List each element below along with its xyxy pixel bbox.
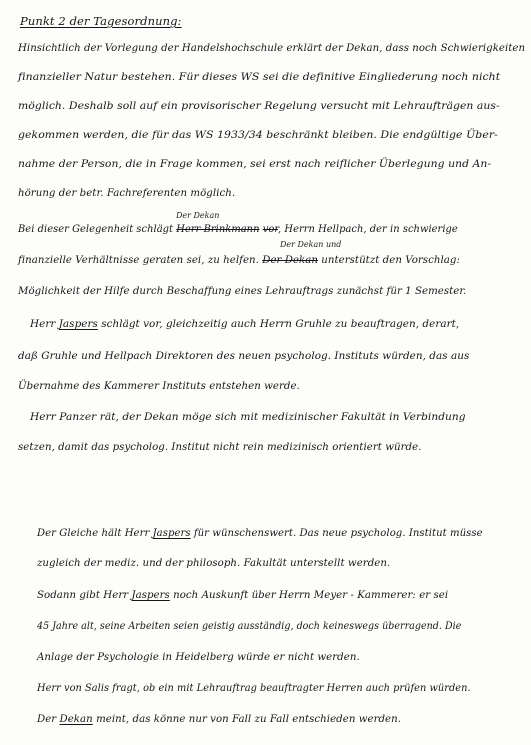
text-line: 45 Jahre alt, seine Arbeiten seien geistig ausständig, doch keineswegs überragend. Die	[37, 621, 462, 632]
underlined-name: Jaspers	[152, 528, 191, 539]
underlined-name: Jaspers	[58, 319, 98, 330]
text-line	[37, 589, 448, 603]
text-line	[18, 223, 458, 237]
struck-text: Herr Brinkmann	[176, 224, 260, 235]
line-segment: , Herrn Hellpach, der in schwierige	[278, 224, 458, 235]
text-line: Herr von Salis fragt, ob ein mit Lehrauftrag beauftragter Herren auch prüfen würden.	[37, 683, 471, 694]
text-line: Hinsichtlich der Vorlegung der Handelshochschule erklärt der Dekan, dass noch Schwierigkeiten	[18, 43, 526, 54]
line-segment: Sodann gibt Herr	[37, 590, 132, 601]
text-line	[37, 527, 483, 541]
struck-text: Der Dekan	[262, 255, 318, 266]
interlinear-insertion: Der Dekan und	[280, 240, 342, 249]
interlinear-insertion: Der Dekan	[176, 211, 220, 220]
text-line: finanzieller Natur bestehen. Für dieses WS sei die definitive Eingliederung noch nicht	[18, 72, 501, 83]
line-segment: Herr	[30, 319, 59, 330]
line-segment: schlägt vor, gleichzeitig auch Herrn Gruhle zu beauftragen, derart,	[97, 319, 460, 330]
text-line: Herr Panzer rät, der Dekan möge sich mit medizinischer Fakultät in Verbindung	[30, 412, 466, 423]
underlined-name: Jaspers	[131, 590, 170, 601]
line-segment: Bei dieser Gelegenheit schlägt	[18, 224, 177, 235]
text-line: Anlage der Psychologie in Heidelberg würde er nicht werden.	[37, 652, 360, 663]
line-segment: unterstützt den Vorschlag:	[318, 255, 460, 266]
text-line: nahme der Person, die in Frage kommen, sei erst nach reiflicher Überlegung und An-	[18, 159, 492, 170]
text-line: zugleich der mediz. und der philosoph. Fakultät unterstellt werden.	[37, 558, 391, 569]
underlined-name: Dekan	[59, 714, 93, 725]
line-segment: Der Gleiche hält Herr	[37, 528, 153, 539]
text-line	[18, 254, 460, 268]
struck-text: vor	[262, 224, 279, 235]
agenda-heading: Punkt 2 der Tagesordnung:	[20, 14, 182, 28]
text-line: möglich. Deshalb soll auf ein provisorischer Regelung versucht mit Lehraufträgen aus-	[18, 101, 500, 112]
text-line	[37, 713, 401, 727]
text-line: daß Gruhle und Hellpach Direktoren des neuen psycholog. Instituts würden, das aus	[18, 351, 470, 362]
text-line: Übernahme des Kammerer Instituts entstehen werde.	[18, 381, 300, 392]
text-line: hörung der betr. Fachreferenten möglich.	[18, 188, 236, 199]
line-segment: Der	[37, 714, 60, 725]
line-segment: finanzielle Verhältnisse geraten sei, zu helfen.	[18, 255, 263, 266]
text-line: setzen, damit das psycholog. Institut nicht rein medizinisch orientiert würde.	[18, 442, 422, 453]
line-segment: meint, das könne nur von Fall zu Fall entschieden werden.	[92, 714, 402, 725]
line-segment: noch Auskunft über Herrn Meyer - Kammerer: er sei	[169, 590, 449, 601]
line-segment: für wünschenswert. Das neue psycholog. Institut müsse	[190, 528, 483, 539]
text-line	[30, 318, 459, 332]
text-line: gekommen werden, die für das WS 1933/34 beschränkt bleiben. Die endgültige Über-	[18, 130, 498, 141]
text-line: Möglichkeit der Hilfe durch Beschaffung eines Lehrauftrags zunächst für 1 Semester.	[18, 286, 467, 297]
